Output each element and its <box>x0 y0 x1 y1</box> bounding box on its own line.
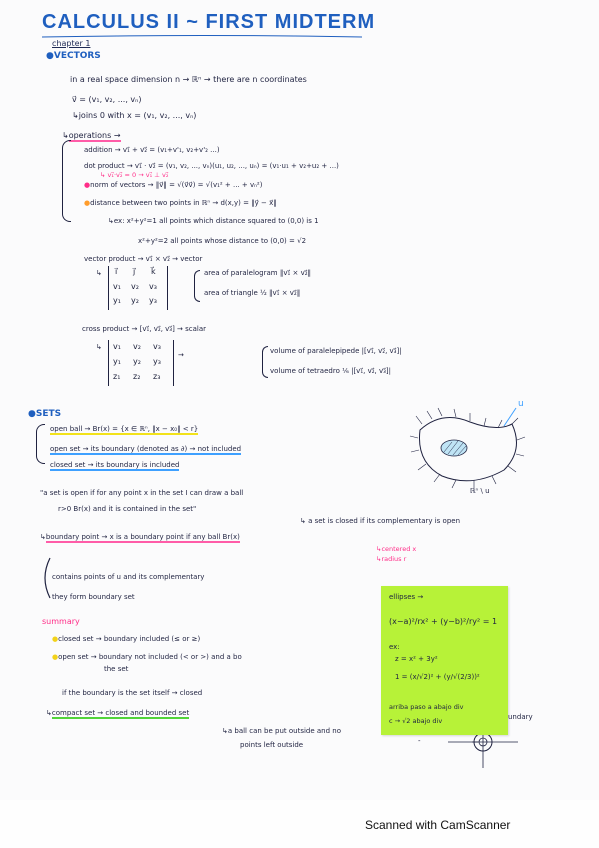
ellipses-sticky-note <box>381 586 508 735</box>
open-set-def: open set → its boundary (denoted as ∂) → not included <box>50 445 242 453</box>
arrow-icon: ↳ <box>40 533 46 541</box>
volume-bracket <box>262 346 268 378</box>
vector-definition: v⃗ = (v₁, v₂, ..., vₙ) <box>72 95 142 104</box>
matrix-cell: y₃ <box>149 296 157 305</box>
operations-bracket <box>62 140 71 222</box>
note-example-eq2: 1 = (x/√2)² + (y/√(2/3))² <box>395 673 480 681</box>
page-title: CALCULUS II ~ FIRST MIDTERM <box>42 11 376 33</box>
closed-complement: ↳ a set is closed if its complementary is open <box>300 517 461 525</box>
matrix-cell: y₃ <box>153 357 161 366</box>
note-title: ellipses → <box>389 593 424 601</box>
bullet-icon: ● <box>46 51 54 61</box>
matrix-cell: v₃ <box>149 282 157 291</box>
centered-note: ↳centered x <box>376 545 417 553</box>
arrow-icon: ↳ <box>96 343 102 351</box>
chapter-label: chapter 1 <box>52 39 91 48</box>
volume-parallelepiped: volume of paralelepipede |[v₁⃗, v₂⃗, v₃⃗]| <box>270 347 402 355</box>
note-example-eq1: z = x² + 3y² <box>395 655 438 663</box>
scanner-watermark: Scanned with CamScanner <box>365 818 511 832</box>
vector-product-line: vector product → v₁⃗ × v₂⃗ → vector <box>84 255 203 263</box>
bullet-icon: ● <box>28 409 36 419</box>
distance-line: ●distance between two points in ℝⁿ → d(x,y) = ‖y⃗ − x⃗‖ <box>84 199 277 207</box>
matrix-cell: z₁ <box>113 372 121 381</box>
open-ball-def: open ball → Br(x) = {x ∈ ℝⁿ, ‖x − x₀‖ < r} <box>50 425 199 433</box>
vector-joins: ↳joins 0 with x = (v₁, v₂, ..., vₙ) <box>72 111 197 120</box>
matrix-cell: v₁ <box>113 282 121 291</box>
form-boundary: they form boundary set <box>52 593 135 601</box>
minus-sign: - <box>418 737 421 745</box>
vectors-intro: in a real space dimension n → ℝⁿ → there are n coordinates <box>70 75 307 84</box>
arrow-icon: → <box>178 351 184 359</box>
matrix-cell: z₃ <box>153 372 161 381</box>
ball-outside-2: points left outside <box>240 741 304 749</box>
area-parallelogram: area of paralelogram ‖v₁⃗ × v₂⃗‖ <box>204 269 312 277</box>
matrix-cell: i⃗ <box>115 267 118 276</box>
area-triangle: area of triangle ½ ‖v₁⃗ × v₂⃗‖ <box>204 289 301 297</box>
matrix-cell: v₂ <box>133 342 141 351</box>
bullet-icon: ● <box>84 199 91 207</box>
matrix-cell: y₁ <box>113 296 121 305</box>
figure-label-u: u <box>518 399 524 409</box>
note-example-label: ex: <box>389 643 400 651</box>
matrix-cell: v₂ <box>131 282 139 291</box>
ball-outside: ↳a ball can be put outside and no <box>222 727 341 735</box>
vectors-heading: ●VECTORS <box>46 51 101 61</box>
distance-example-2: x²+y²=2 all points whose distance to (0,0) = √2 <box>138 237 307 245</box>
bullet-icon: ● <box>52 653 59 661</box>
boundary-itself: if the boundary is the set itself → closed <box>62 689 203 697</box>
area-bracket <box>194 270 200 302</box>
matrix-cell: v₁ <box>113 342 121 351</box>
matrix-cell: v₃ <box>153 342 161 351</box>
operations-heading: ↳operations → <box>62 131 121 140</box>
arrow-icon: ↳ <box>96 269 102 277</box>
compact-set-def: ↳compact set → closed and bounded set <box>46 709 190 717</box>
contains-bracket <box>40 556 52 600</box>
matrix-cell: j⃗ <box>133 267 136 276</box>
matrix-cell: k⃗ <box>151 267 156 276</box>
dot-product-note: ↳ v₁⃗·v₂⃗ = 0 → v₁⃗ ⊥ v₂⃗ <box>100 171 169 179</box>
summary-closed: ●closed set → boundary included (≤ or ≥) <box>52 635 201 643</box>
summary-heading: summary <box>42 617 80 626</box>
norm-line: ●norm of vectors → ‖v⃗‖ = √(v⃗v⃗) = √(v₁² + ... + vₙ²) <box>84 181 263 189</box>
note-foot-1: arriba paso a abajo div <box>389 703 464 711</box>
bullet-icon: ● <box>84 181 91 189</box>
matrix-cell: z₂ <box>133 372 141 381</box>
arrow-icon: ↳ <box>46 709 52 717</box>
bullet-icon: ● <box>52 635 59 643</box>
sets-bracket <box>36 424 45 464</box>
distance-example-1: ↳ex: x²+y²=1 all points which distance squared to (0,0) is 1 <box>108 217 319 225</box>
radius-note: ↳radius r <box>376 555 407 563</box>
matrix-cell: y₂ <box>131 296 139 305</box>
addition-line: addition → v₁⃗ + v₂⃗ = (v₁+v'₁, v₂+v'₂ ...) <box>84 146 220 154</box>
contains-points: contains points of u and its complementary <box>52 573 205 581</box>
matrix-cell: y₁ <box>113 357 121 366</box>
sets-heading: ●SETS <box>28 409 62 419</box>
figure-label-rn: ℝⁿ \ u <box>470 487 490 495</box>
summary-open: ●open set → boundary not included (< or >) and a bo <box>52 653 242 661</box>
cross-product-line: cross product → [v₁⃗, v₂⃗, v₃⃗] → scalar <box>82 325 207 333</box>
boundary-point-def: ↳boundary point → x is a boundary point if any ball Br(x) <box>40 533 240 541</box>
open-set-quote-1: "a set is open if for any point x in the set I can draw a ball <box>40 489 244 497</box>
dot-product-line: dot product → v₁⃗ · v₂⃗ = (v₁, v₂, ..., vₙ)(u₁, u₂, ..., uₙ) = (v₁·u₁ + v₂+u₂ + ...) <box>84 162 339 170</box>
open-set-quote-2: r>0 Br(x) and it is contained in the set" <box>58 505 197 513</box>
cross-product-matrix <box>108 340 174 386</box>
matrix-cell: y₂ <box>133 357 141 366</box>
volume-tetrahedron: volume of tetraedro ⅙ |[v₁⃗, v₂⃗, v₃⃗]| <box>270 367 392 375</box>
closed-set-def: closed set → its boundary is included <box>50 461 180 469</box>
summary-open-2: the set <box>104 665 129 673</box>
note-foot-2: c → √2 abajo div <box>389 717 443 725</box>
ellipse-formula: (x−a)²/rx² + (y−b)²/ry² = 1 <box>389 617 498 626</box>
boundary-fragment: undary <box>508 713 533 721</box>
vector-product-matrix <box>108 266 168 310</box>
open-set-figure <box>412 410 532 490</box>
